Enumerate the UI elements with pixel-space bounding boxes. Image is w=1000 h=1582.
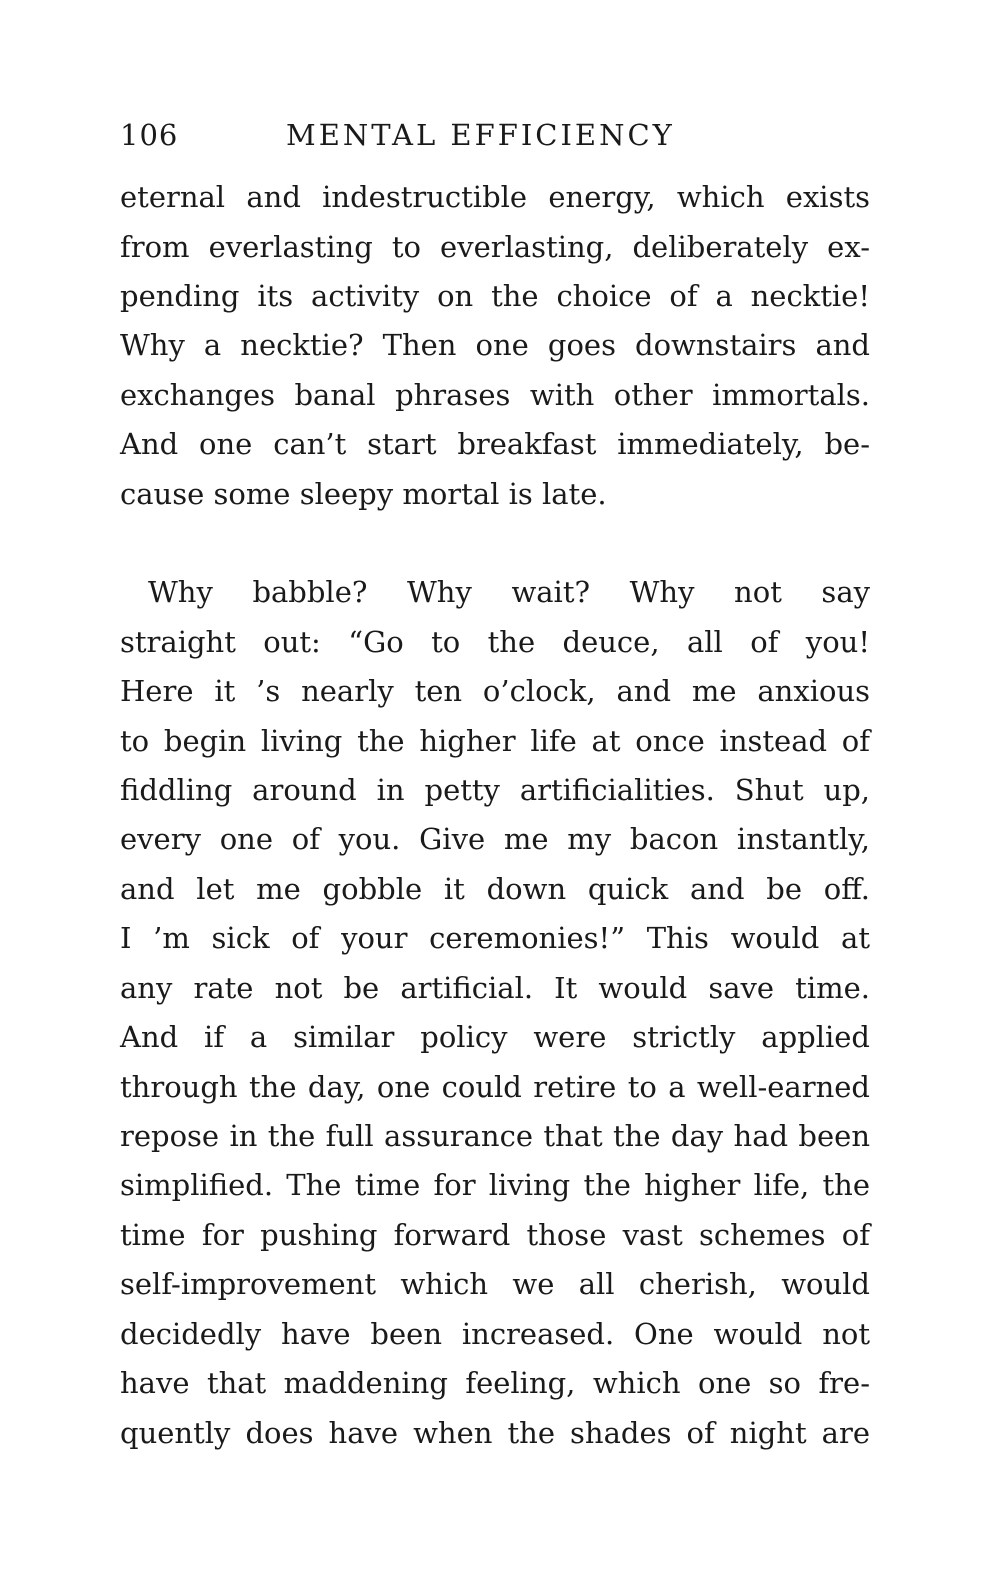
page-number: 106 — [120, 118, 179, 152]
text-line: time for pushing forward those vast schemes of — [120, 1218, 870, 1252]
text-line: and let me gobble it down quick and be off. — [120, 872, 870, 906]
text-line: eternal and indestructible energy, which exists — [120, 180, 870, 214]
text-line: cause some sleepy mortal is late. — [120, 477, 607, 511]
text-line: pending its activity on the choice of a necktie! — [120, 279, 870, 313]
text-line: Here it ’s nearly ten o’clock, and me anxious — [120, 674, 870, 708]
text-line: repose in the full assurance that the day had been — [120, 1119, 870, 1153]
text-line: Why a necktie? Then one goes downstairs and — [120, 328, 870, 362]
text-line: through the day, one could retire to a well-earned — [120, 1070, 870, 1104]
text-line: simplified. The time for living the higher life, the — [120, 1168, 870, 1202]
text-line: And if a similar policy were strictly applied — [120, 1020, 870, 1054]
text-line: self-improvement which we all cherish, would — [120, 1267, 870, 1301]
text-line: And one can’t start breakfast immediately, be- — [120, 427, 870, 461]
text-line: fiddling around in petty artificialities. Shut up, — [120, 773, 870, 807]
running-title: MENTAL EFFICIENCY — [286, 118, 675, 152]
text-line: I ’m sick of your ceremonies!” This would at — [120, 921, 870, 955]
text-line: have that maddening feeling, which one so fre- — [120, 1366, 870, 1400]
text-line: straight out: “Go to the deuce, all of you! — [120, 625, 870, 659]
text-line: from everlasting to everlasting, deliberately ex- — [120, 230, 870, 264]
page-header — [120, 112, 880, 158]
text-line: Why babble? Why wait? Why not say — [148, 575, 870, 609]
text-line: to begin living the higher life at once instead of — [120, 724, 870, 758]
text-line: quently does have when the shades of night are — [120, 1416, 870, 1450]
text-line: any rate not be artificial. It would save time. — [120, 971, 870, 1005]
text-line: exchanges banal phrases with other immortals. — [120, 378, 870, 412]
text-line: every one of you. Give me my bacon instantly, — [120, 822, 870, 856]
text-line: decidedly have been increased. One would not — [120, 1317, 870, 1351]
